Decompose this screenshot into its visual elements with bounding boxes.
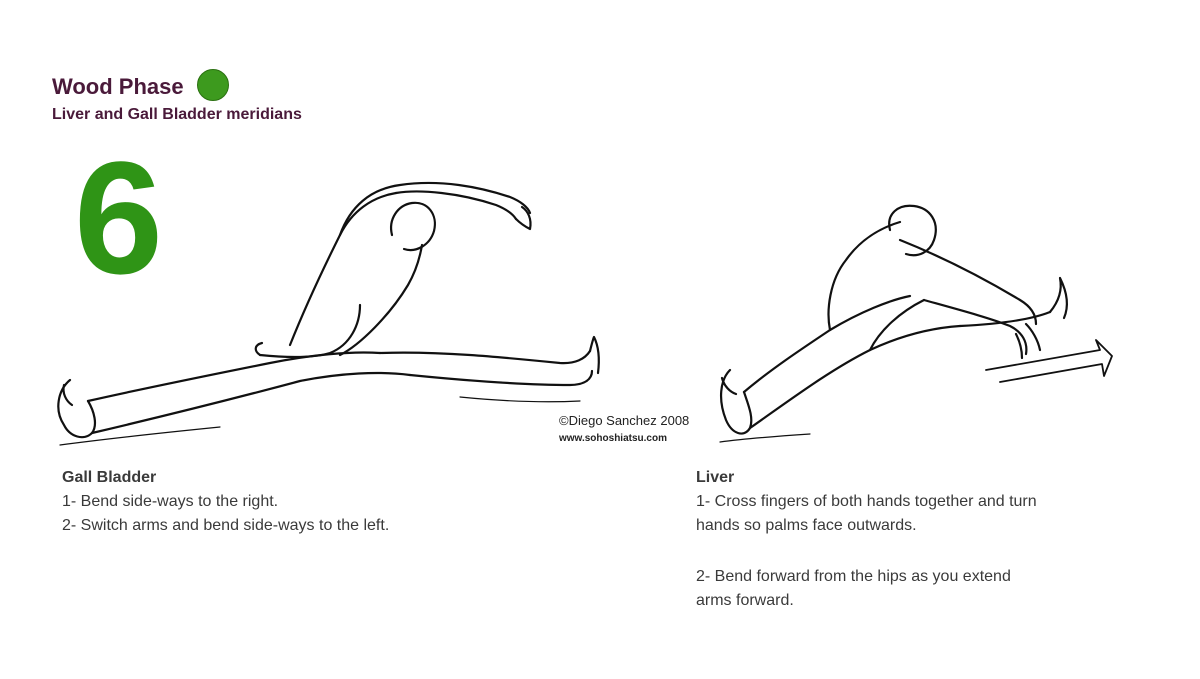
gall-bladder-title: Gall Bladder [62, 469, 157, 486]
side-bend-illustration [40, 175, 610, 450]
page-title: Wood Phase [52, 74, 184, 99]
gall-bladder-step-1: 1- Bend side-ways to the right. [62, 493, 279, 510]
illustration-url: www.sohoshiatsu.com [559, 433, 667, 444]
gall-bladder-step-2: 2- Switch arms and bend side-ways to the left. [62, 517, 390, 534]
illustration-credit: ©Diego Sanchez 2008 [559, 413, 690, 428]
liver-step-2-line-2: arms forward. [696, 592, 794, 609]
page-subtitle: Liver and Gall Bladder meridians [52, 106, 302, 123]
liver-step-1-line-1: 1- Cross fingers of both hands together and turn [696, 493, 1037, 510]
wood-phase-color-dot [197, 69, 229, 101]
exercise-number: 6 [74, 128, 163, 307]
forward-bend-illustration [710, 200, 1130, 445]
liver-step-1-line-2: hands so palms face outwards. [696, 517, 917, 534]
liver-title: Liver [696, 469, 735, 486]
liver-step-2-line-1: 2- Bend forward from the hips as you extend [696, 568, 1011, 585]
